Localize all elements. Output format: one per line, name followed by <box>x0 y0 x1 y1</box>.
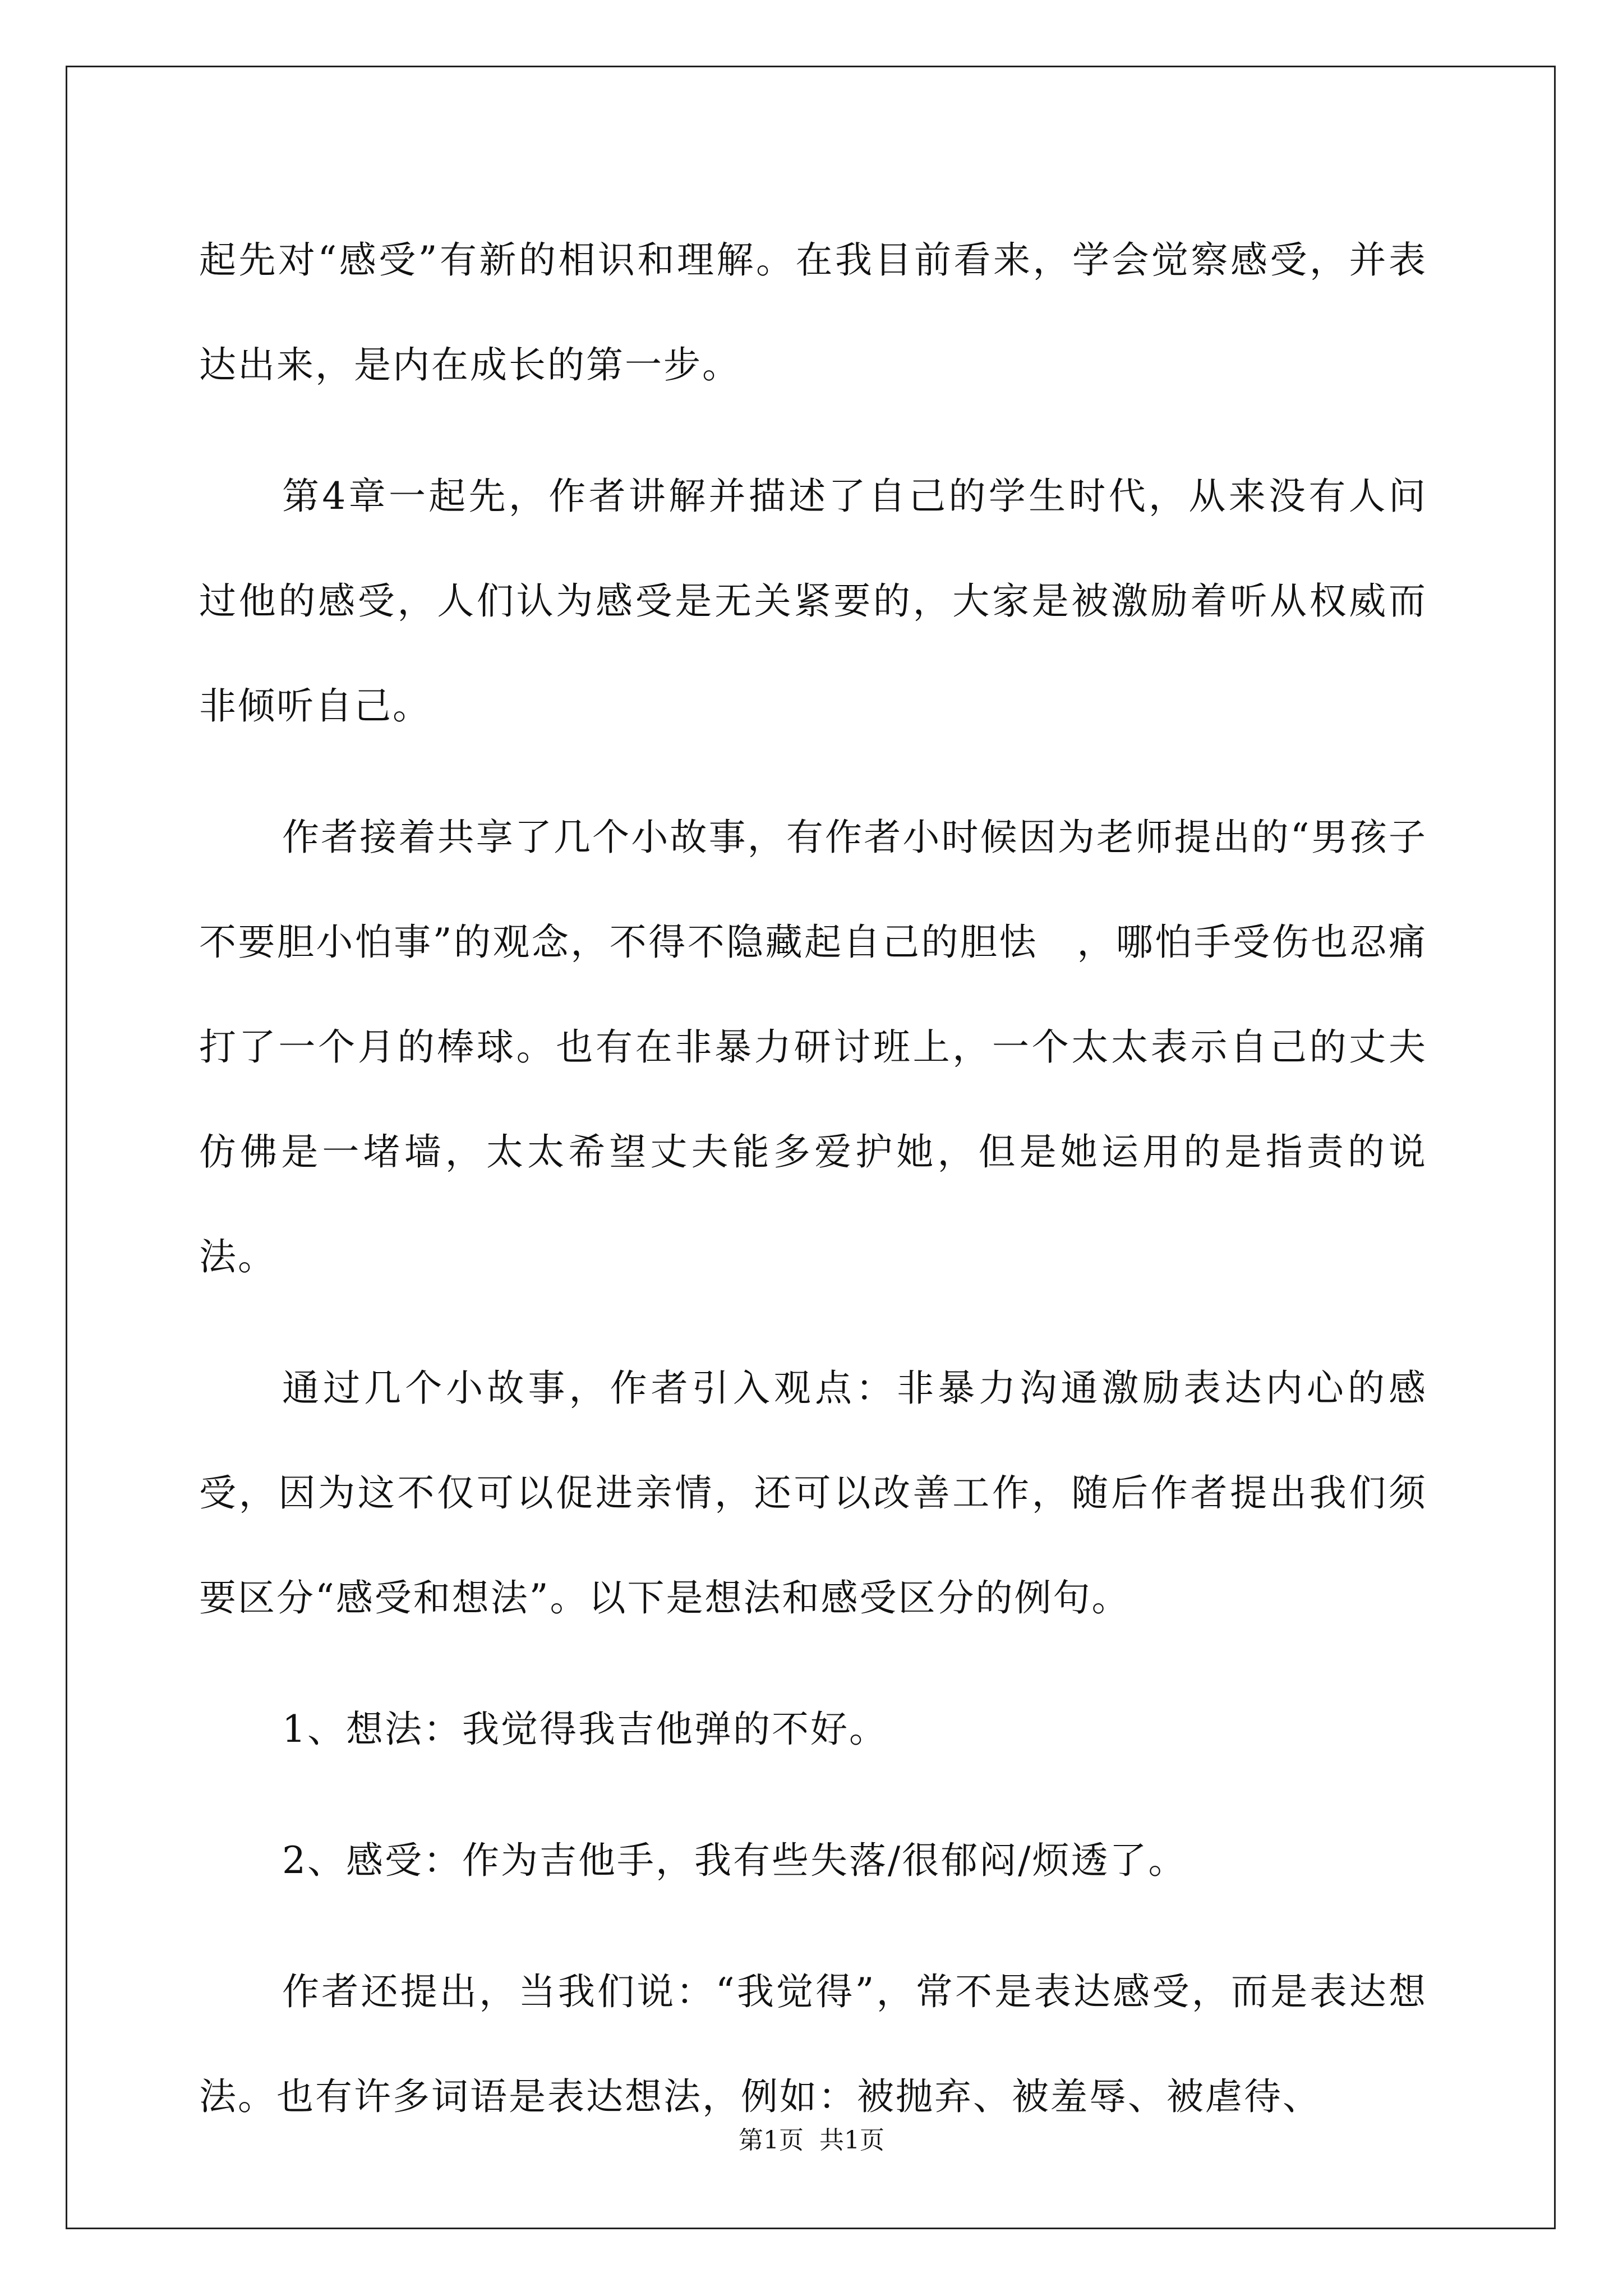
paragraph-3: 作者接着共享了几个小故事，有作者小时候因为老师提出的“男孩子不要胆小怕事”的观念，不得不隐藏起自己的胆怯 ，哪怕手受伤也忍痛打了一个月的棒球。也有在非暴力研讨班上，一个太太表示自己的丈夫仿佛是一堵墙，太太希望丈夫能多爱护她，但是她运用的是指责的说法。 <box>199 816 1427 1278</box>
paragraph-7: 作者还提出，当我们说：“我觉得”，常不是表达感受，而是表达想法。也有许多词语是表达想法，例如：被抛弃、被羞辱、被虐待、 <box>199 1970 1427 2118</box>
paragraph-6: 2、感受：作为吉他手，我有些失落/很郁闷/烦透了。 <box>282 1839 1187 1882</box>
paragraph-5: 1、想法：我觉得我吉他弹的不好。 <box>282 1708 888 1751</box>
paragraph-2: 第4章一起先，作者讲解并描述了自己的学生时代，从来没有人问过他的感受，人们认为感受是无关紧要的，大家是被激励着听从权威而非倾听自己。 <box>199 475 1427 728</box>
page-number-current: 第1页 <box>739 2126 804 2155</box>
page-footer <box>0 2124 1623 2157</box>
page-number-total: 共1页 <box>819 2126 884 2155</box>
paragraph-1: 起先对“感受”有新的相识和理解。在我目前看来，学会觉察感受，并表达出来，是内在成长的第一步。 <box>199 238 1427 386</box>
paragraph-4: 通过几个小故事，作者引入观点：非暴力沟通激励表达内心的感受，因为这不仅可以促进亲情，还可以改善工作，随后作者提出我们须要区分“感受和想法”。以下是想法和感受区分的例句。 <box>199 1366 1427 1619</box>
document-body <box>199 208 1427 2175</box>
